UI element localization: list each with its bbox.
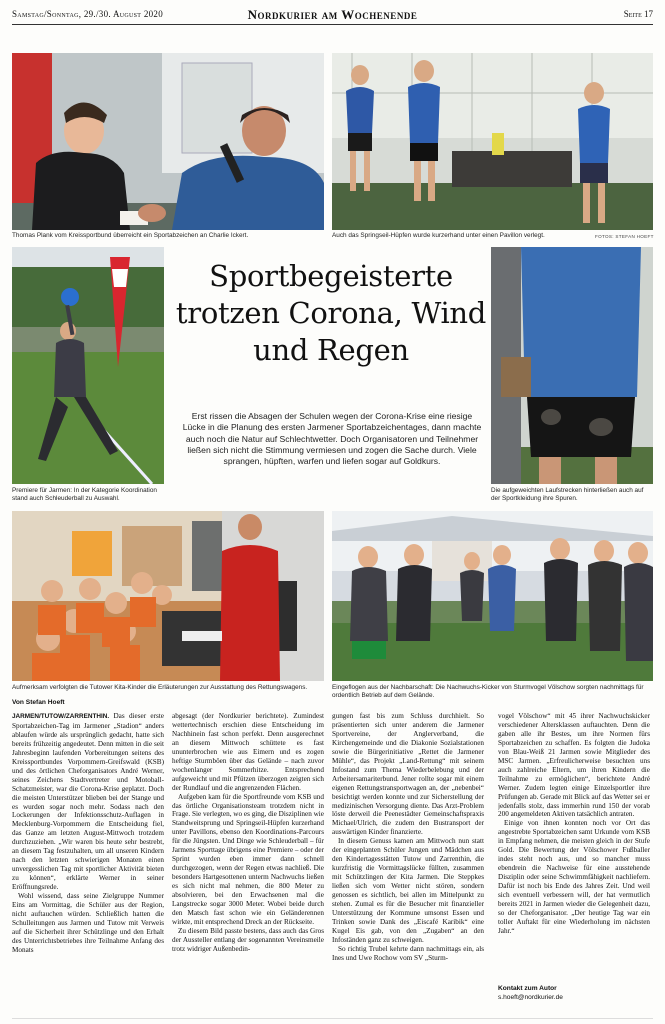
paragraph: In diesem Genuss kamen am Mittwoch nun statt der eingeplanten Schüler Jungen und Mädchen aus den Kindertagesstätten Tutow und Zarrenthin, die kurzfristig die Vormittagslücke füllten, zusammen mit Schützlingen der Kita Jarmen. Die Steppkes ließen sich vom Wetter nicht stören, sondern genossen es sichtlich, bei allen im Mittelpunkt zu stehen. Zumal es für die Besucher mit finanzieller Unterstützung der Kommune umsonst Essen und Trinken sowie Dank des „Eiscafé Karibik“ eine Kugel Eis gab, von den „Zugaben“ an den Infoständen ganz zu schweigen.	[332, 837, 484, 944]
article-headline: Sportbegeisterte trotzen Corona, Wind und Regen	[175, 259, 487, 367]
article-column-1	[12, 712, 164, 1012]
photo-caption: Aufmerksam verfolgten die Tutower Kita-Kinder die Erläuterungen zur Ausstattung des Rettungswagens.	[12, 684, 308, 691]
paragraph: Wohl wissend, dass seine Zielgruppe Nummer Eins am Vormittag, die Schüler aus der Region, nicht auftauchen würden. Schließlich hatten die Schulleitungen aus Jarmen und Tutow mit Verweis auf die Sicherheit ihrer Schützlinge und den Erhalt des Unterrichtsbetriebes ihre Teilnahme Anfang des Monats	[12, 892, 164, 954]
paragraph: Einige von ihnen konnten noch vor Ort das angestrebte Sportabzeichen samt Urkunde vom KSB in Empfang nehmen, die meisten gleich in der Stufe Gold. Die Bewertung der Völschower Fußballer indes steht noch aus, und so mancher muss ebendrein die Nachweise für eine ausstehende Disziplin oder seine Schwimmfähigkeit nachliefern. Dafür ist noch bis Ende des Jahres Zeit. Und weil sich eventuell verbessern will, der hat vermutlich bereits 2021 in Jarmen wieder die Gelegenheit dazu, so der Cheforganisator. „Der heutige Tag war ein toller Auftakt für eine Wiederholung im nächsten Jahr.“	[498, 819, 650, 935]
article-column-3	[332, 712, 484, 1012]
photo-caption: Auch das Springseil-Hüpfen wurde kurzerhand unter einen Pavillon verlegt.	[332, 232, 545, 239]
paragraph: gungen fast bis zum Schluss durchhielt. So präsentierten sich unter anderem die Jarmener Sportvereine, der Anglerverband, die Kirchengemeinde und die Diakonie Sozialstationen sowie die Bürgerinitiative „Rettet die Jarmener Mühle“, das Projekt „Land-Rettung“ mit seinem Infostand zum Thema Wiederbelebung und der Arbeitersamariterbund. Jener rollte sogar mit einem eigenen Rettungstransportwagen an, der „nebenbei“ besichtigt werden konnte und zur Sicherstellung der medizinischen Versorgung diente. Das Arzt-Problem löste derweil die Peenestädter Gemeinschaftspraxis Michael/Ulrich, die zudem den Bustransport der auswärtigen Kinder finanzierte.	[332, 712, 484, 837]
photo-caption: Thomas Plank vom Kreissportbund überreicht ein Sportabzeichen an Charlie Ickert.	[12, 232, 249, 239]
article-column-2	[172, 712, 324, 1012]
photo-voelschow-kickers	[332, 511, 653, 681]
paragraph: vogel Völschow“ mit 45 ihrer Nachwuchskicker verschiedener Altersklassen auftauchten. Denn die gaben alle ihr Bestes, um ihre Normen fürs Sportabzeichen zu schaffen. Es folgten die Judoka von Blau-Weiß 21 Jarmen sowie Mitglieder des MSC Jarmen. „Erfreulicherweise besuchten uns auch zahlreiche Eltern, um ihren Kindern die Teilnahme zu ermöglichen“, berichtete André Werner. Zudem legten einige Einzelsportler ihre Prüfungen ab. Gerade mit Blick auf das Wetter sei er jedenfalls stolz, dass immerhin rund 150 der vorab 200 angemeldeten Aktiven tatsächlich antraten.	[498, 712, 650, 819]
photo-credit: FOTOS: STEFAN HOEFT	[595, 234, 654, 239]
issue-date: Samstag/Sonntag, 29./30. August 2020	[12, 9, 164, 19]
photo-rope-skipping	[332, 53, 653, 230]
footer-rule	[12, 1018, 653, 1019]
contact-label: Kontakt zum Autor	[498, 985, 557, 992]
photo-caption: Eingeflogen aus der Nachbarschaft: Die Nachwuchs-Kicker von Sturmvogel Völschow sorgten nachmittags für ordentlich Betrieb auf dem Gelände.	[332, 684, 644, 700]
photo-caption: Premiere für Jarmen: In der Kategorie Koordination stand auch Schleuderball zu Auswahl.	[12, 487, 157, 503]
article-column-4	[498, 712, 650, 980]
author-contact	[498, 984, 563, 1002]
paragraph: JARMEN/TUTOW/ZARRENTHIN. Das dieser erste Sportabzeichen-Tag im Jarmener „Stadion“ anders ablaufen würde als ursprünglich gedacht, hatte sich bereits frühzeitig angedeutet. Denn mitten in die seit Jahresbeginn laufenden Vorbereitungen seitens des Kreissportbundes Vorpommern-Greifswald (KSB) und des örtlichen Cheforganisators André Werner, seines Zeichens Stadtvertreter und Motoball-Schatzmeister, war die Corona-Krise geplatzt. Doch die meisten Unterstützer blieben bei der Stange und es wurden sogar noch mehr. Sodass nach den Lockerungen der Infektionsschutz-Auflagen in Mecklenburg-Vorpommern die Entscheidung fiel, das Ganze am letzten August-Mittwoch trotzdem durchzuziehen. „Wir waren bis heute sehr bestrebt, an diesem Tag festzuhalten, um all unseren Kindern nach den letzten schwierigen Monaten einen unvergesslichen Tag mit sportlicher Aktivität bieten zu können“, erklärte Werner in seiner Eröffnungsrede.	[12, 712, 164, 892]
page-number: Seite 17	[623, 9, 653, 19]
paragraph: abgesagt (der Nordkurier berichtete). Zumindest wettertechnisch erschien diese Entscheidung im Nachhinein fast schon perfekt. Denn ausgerechnet an diesem Mittwoch schüttete es fast ununterbrochen wie aus Eimern und es zogen heftige Sturmböen über das Gelände – nach zuvor wochenlanger Sommerhitze. Entsprechend aufgeweicht und mit Pfützen überzogen zeigten sich der Rundlauf und die angrenzenden Flächen.	[172, 712, 324, 792]
photo-schleuderball	[12, 247, 164, 484]
author-email-link[interactable]: s.hoeft@nordkurier.de	[498, 994, 563, 1001]
page-header	[12, 6, 653, 25]
paragraph: Zu diesem Bild passte bestens, dass auch das Gros der Aussteller entlang der sogenannten Vereinsmeile trotz widriger Außenbedin-	[172, 926, 324, 953]
article-lead: Erst rissen die Absagen der Schulen wegen der Corona-Krise eine riesige Lücke in die Planung des ersten Jarmener Sportabzeichentages, dann machte auch noch die Natur auf Schlechtwetter. Doch Organisatoren und Teilnehmer ließen sich nicht die Stimmung vermiesen und zogen die Sache durch. Viele sprangen, hüpften, warfen und liefen sogar auf Goldkurs.	[182, 411, 482, 467]
publication-title: Nordkurier am Wochenende	[247, 7, 418, 22]
byline: Von Stefan Hoeft	[12, 699, 65, 706]
photo-award-handover	[12, 53, 324, 230]
photo-caption: Die aufgeweichten Laufstrecken hinterließen auch auf der Sportkleidung ihre Spuren.	[491, 487, 644, 503]
photo-muddy-runners	[491, 247, 653, 484]
photo-kita-ambulance	[12, 511, 324, 681]
dateline: JARMEN/TUTOW/ZARRENTHIN.	[12, 713, 110, 720]
paragraph: So richtig Trubel kehrte dann nachmittags ein, als Ines und Uwe Rochow vom SV „Sturm-	[332, 944, 484, 962]
paragraph: Aufgeben kam für die Sportfreunde vom KSB und das örtliche Organisationsteam trotzdem nicht in Frage. Sie verlegten, wo es ging, die Disziplinen wie Standweitsprung und Springseil-Hüpfen kurzerhand unter Pavillons, ebenso den Koordinations-Parcours für die Jüngsten. Und Dinge wie Schleuderball – für Jarmens Sporttage übrigens eine Premiere – oder der Sprint wurden eben immer dann schnell durchgezogen, wenn der Regen etwas nachließ. Die besonders Hartgesottenen unterm Nachwuchs ließen es sich nicht mal nehmen, die 800 Meter zu absolvieren, bei den Erwachsenen mal die Langstrecke sogar 3000 Meter. Wobei beide durch den Matsch fast schon wie ein Geländerennen wirkte, mit entsprechend Dreck an der Rückseite.	[172, 792, 324, 926]
